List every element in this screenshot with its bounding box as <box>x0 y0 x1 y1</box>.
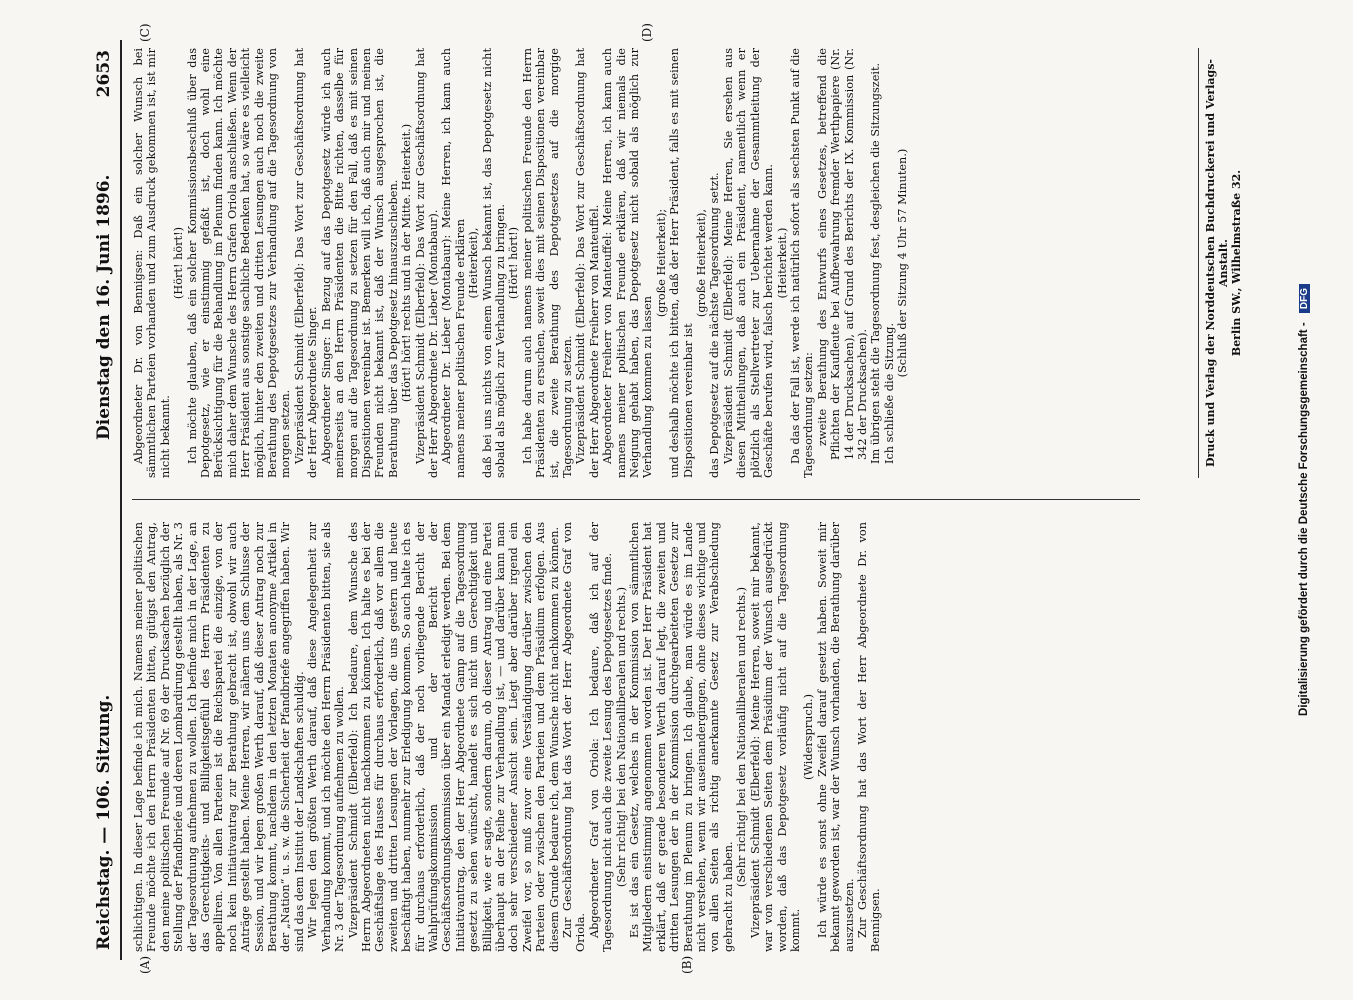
paragraph: daß bei uns nichts von einem Wunsch bekannt ist, das Depotgesetz nicht sobald als möglich zur Verhandlung zu bringen. <box>480 48 507 478</box>
agenda-item: zweite Berathung des Entwurfs eines Gesetzes, betreffend die Pflichten der Kaufleute bei Aufbewahrung fremder Werthpapiere (Nr. 14 der Drucksachen), auf Grund des Berichts der IX. Kommission (Nr. 342 der Drucksachen). <box>815 48 869 460</box>
paragraph: das Depotgesetz auf die nächste Tagesordnung setzt. <box>708 172 722 478</box>
session-close: (Schluß der Sitzung 4 Uhr 57 Minuten.) <box>896 148 910 378</box>
dfg-logo: DFG <box>1299 284 1310 313</box>
imprint-rule <box>1198 48 1199 478</box>
header-page-number: 2653 <box>94 50 114 98</box>
interjection: (Hört! hört! rechts und in der Mitte. Heiterkeit.) <box>400 123 414 403</box>
paragraph: Vizepräsident Schmidt (Elberfeld): Meine Herren, soweit mir bekannt, war von verschiedenen Seiten dem Präsidium der Wunsch ausgedrückt worden, daß das Depotgesetz vorläufig nicht auf die Tagesordnung kommt. <box>748 522 802 952</box>
paragraph: Ich habe darum auch namens meiner politischen Freunde den Herrn Präsidenten zu ersuchen, soweit dies mit seinen Dispositionen vereinbar ist, die zweite Berathung des Depotgesetzes auf die morgige Tagesordnung zu setzen. <box>520 48 574 478</box>
paragraph: und deshalb möchte ich bitten, daß der Herr Präsident, falls es mit seinen Dispositionen vereinbar ist <box>668 48 695 478</box>
paragraph: Vizepräsident Schmidt (Elberfeld): Das Wort zur Geschäftsordnung hat der Herr Abgeordnete Dr. Lieber (Montabaur). <box>413 48 440 478</box>
paragraph: Vizepräsident Schmidt (Elberfeld): Das Wort zur Geschäftsordnung hat der Herr Abgeordnete Freiherr von Manteuffel. <box>574 48 601 478</box>
paragraph: Ich schließe die Sitzung. <box>882 322 896 464</box>
digitization-note-text: Digitalisierung gefördert durch die Deutsche Forschungsgemeinschaft - <box>1298 322 1310 716</box>
paragraph: Zur Geschäftsordnung hat das Wort der Herr Abgeordnete Dr. von Bennigsen. <box>855 522 883 952</box>
interjection: (Sehr richtig! bei den Nationalliberalen und rechts.) <box>614 586 628 888</box>
interjection: (Heiterkeit.) <box>775 227 789 299</box>
paragraph: Da das der Fall ist, werde ich natürlich sofort als sechsten Punkt auf die Tagesordnung setzen: <box>788 48 816 478</box>
document-page <box>80 23 1260 974</box>
paragraph: Vizepräsident Schmidt (Elberfeld): Das Wort zur Geschäftsordnung hat der Herr Abgeordnete Singer. <box>292 48 320 478</box>
paragraph: Abgeordneter Dr. Lieber (Montabaur): Meine Herren, ich kann auch namens meiner politischen Freunde erklären <box>440 48 467 478</box>
paragraph: Abgeordneter Freiherr von Manteuffel: Meine Herren, ich kann auch namens meiner politischen Freunde erklären, daß wir niemals die Neigung gehabt haben, das Depotgesetz nicht sobald als möglich zur Verhandlung kommen zu lassen <box>601 48 655 478</box>
interjection: (Widerspruch.) <box>802 693 816 781</box>
page-header <box>94 40 120 960</box>
header-rule <box>120 40 122 960</box>
paragraph: Vizepräsident Schmidt (Elberfeld): Meine Herren, Sie ersehen aus diesen Mittheilungen, daß auch ein Präsident, namentlich wenn er plötzlich als Stellvertreter zur Uebernahme der Gesammtleitung der Geschäfte berufen wird, falsch berichtet werden kann. <box>721 48 776 478</box>
margin-mark-d: (D) <box>640 23 654 42</box>
column-divider <box>132 499 1140 500</box>
right-column <box>132 48 1140 478</box>
paragraph: Abgeordneter Dr. von Bennigsen: Daß ein solcher Wunsch bei sämmtlichen Parteien vorhanden und zum Ausdruck gekommen ist, ist mir nicht bekannt. <box>132 48 172 478</box>
paragraph: Vizepräsident Schmidt (Elberfeld): Ich bedaure, dem Wunsche des Herrn Abgeordneten nicht nachkommen zu können. Ich halte es bei der Geschäftslage des Hauses für durchaus erforderlich, daß vor allem die zweiten und dritten Lesungen der Vorlagen, die uns gestern und heute beschäftigt haben, nunmehr zur Erledigung kommen. So auch halte ich es für durchaus erforderlich, daß der noch vorliegende Bericht der Wahlprüfungskommission und der Bericht der Geschäftsordnungskommission über ein Mandat erledigt werden. Bei dem Initiativantrag, den der Herr Abgeordnete Gamp auf die Tagesordnung gesetzt zu sehen wünscht, handelt es sich nicht um Gerechtigkeit und Billigkeit, wie er sagte, sondern darum, ob dieser Antrag und eine Partei überhaupt an der Reihe zur Verhandlung ist, — und darüber kann man doch sehr verschiedener Ansicht sein. Liegt aber darüber irgend ein Zweifel vor, so muß zuvor eine Verständigung darüber zwischen den Parteien oder zwischen den Parteien und dem Präsidium erfolgen. Aus diesem Grunde bedaure ich, dem Wunsche nicht nachkommen zu können. <box>346 522 561 952</box>
left-column <box>132 522 1140 952</box>
paragraph: schlichtigen. In dieser Lage befinde ich mich. Namens meiner politischen Freunde möchte ich den Herrn Präsidenten bitten, gütigst den Antrag, den meine politischen Freunde auf Nr. 69 der Drucksachen bezüglich der Stellung der Pfandbriefe und deren Lombardirung gestellt haben, als Nr. 3 der Tagesordnung aufnehmen zu wollen. Ich befinde mich in der Lage, an das Gerechtigkeits- und Billigkeitsgefühl des Herrn Präsidenten zu appelliren. Von allen Parteien ist die Reichspartei die einzige, von der noch kein Initiativantrag zur Berathung gebracht ist, obwohl wir auch Anträge gestellt haben. Meine Herren, wir nähern uns dem Schlusse der Session, und wir legen großen Werth darauf, daß dieser Antrag noch zur Berathung kommt, nachdem in den letzten Monaten anonyme Artikel in der „Nation“ u. s. w. die Sicherheit der Pfandbriefe angegriffen haben. Wir sind das dem Institut der Landschaften schuldig. <box>132 522 306 952</box>
header-date: Dienstag den 16. Juni 1896. <box>94 174 114 440</box>
imprint-line: Druck und Verlag der Norddeutschen Buchdruckerei und Verlags-Anstalt. <box>1204 59 1230 468</box>
interjection: (große Heiterkeit); <box>654 208 668 318</box>
margin-mark-c: (C) <box>138 23 152 42</box>
paragraph: Ich möchte glauben, daß ein solcher Kommissionsbeschluß über das Depotgesetz, wie er einstimmig gefaßt ist, doch wohl eine Berücksichtigung für die Behandlung im Plenum finden kann. Ich möchte mich daher dem Wunsche des Herrn Grafen Oriola anschließen. Wenn der Herr Präsident aus sonstige sachliche Bedenken hat, so wäre es vielleicht möglich, hinter den zweiten und dritten Lesungen auch noch die zweite Berathung des Depotgesetzes zur Verhandlung auf die Tagesordnung von morgen setzen. <box>185 48 293 478</box>
paragraph: Zur Geschäftsordnung hat das Wort der Herr Abgeordnete Graf von Oriola. <box>561 522 588 952</box>
interjection: (Hört! hört!) <box>172 226 186 300</box>
interjection: (Heiterkeit), <box>467 227 481 299</box>
paragraph: Im übrigen steht die Tagesordnung fest, desgleichen die Sitzungszeit. <box>869 62 883 464</box>
header-session-title: Reichstag. — 106. Sitzung. <box>94 694 114 950</box>
paragraph: Abgeordneter Graf von Oriola: Ich bedaure, daß ich auf der Tagesordnung nicht auch die zweite Lesung des Depotgesetzes finde. <box>587 522 615 952</box>
paragraph: Abgeordneter Singer: In Bezug auf das Depotgesetz würde ich auch meinerseits an den Herrn Präsidenten die Bitte richten, dasselbe für morgen auf die Tagesordnung zu setzen für den Fall, daß es mit seinen Dispositionen vereinbar ist. Bemerken will ich, daß auch mir und meinen Freunden nicht bekannt ist, daß der Wunsch ausgesprochen ist, die Berathung über das Depotgesetz hinauszuschieben. <box>319 48 400 478</box>
digitization-note <box>1298 20 1310 980</box>
imprint-line: Berlin SW., Wilhelmstraße 32. <box>1230 169 1243 357</box>
imprint <box>1204 48 1243 478</box>
interjection: (Sehr richtig! bei den Nationalliberalen und rechts.) <box>735 586 749 888</box>
margin-mark-a: (A) <box>138 955 152 974</box>
interjection: (große Heiterkeit), <box>695 208 709 318</box>
interjection: (Hört! hört!) <box>507 226 521 300</box>
paragraph: Es ist das ein Gesetz, welches in der Kommission von sämmtlichen Mitgliedern einstimmig angenommen worden ist. Der Herr Präsident hat erklärt, daß er gerade besonderen Werth darauf legt, die zweiten und dritten Lesungen der in der Kommission durchgearbeiteten Gesetze zur Berathung im Plenum zu bringen. Ich glaube, man würde es im Lande nicht verstehen, wenn wir auseinandergingen, ohne dieses wichtige und von allen Seiten als richtig anerkannte Gesetz zur Verabschiedung gebracht zu haben. <box>628 522 735 952</box>
paragraph: Wir legen den größten Werth darauf, daß diese Angelegenheit zur Verhandlung kommt, und ich möchte den Herrn Präsidenten bitten, sie als Nr. 3 der Tagesordnung aufnehmen zu wollen. <box>306 522 347 952</box>
margin-mark-b: (B) <box>680 955 694 974</box>
paragraph: Ich würde es sonst ohne Zweifel darauf gesetzt haben. Soweit mir bekannt geworden ist, war der Wunsch vorhanden, die Berathung darüber auszusetzen. <box>815 522 856 952</box>
